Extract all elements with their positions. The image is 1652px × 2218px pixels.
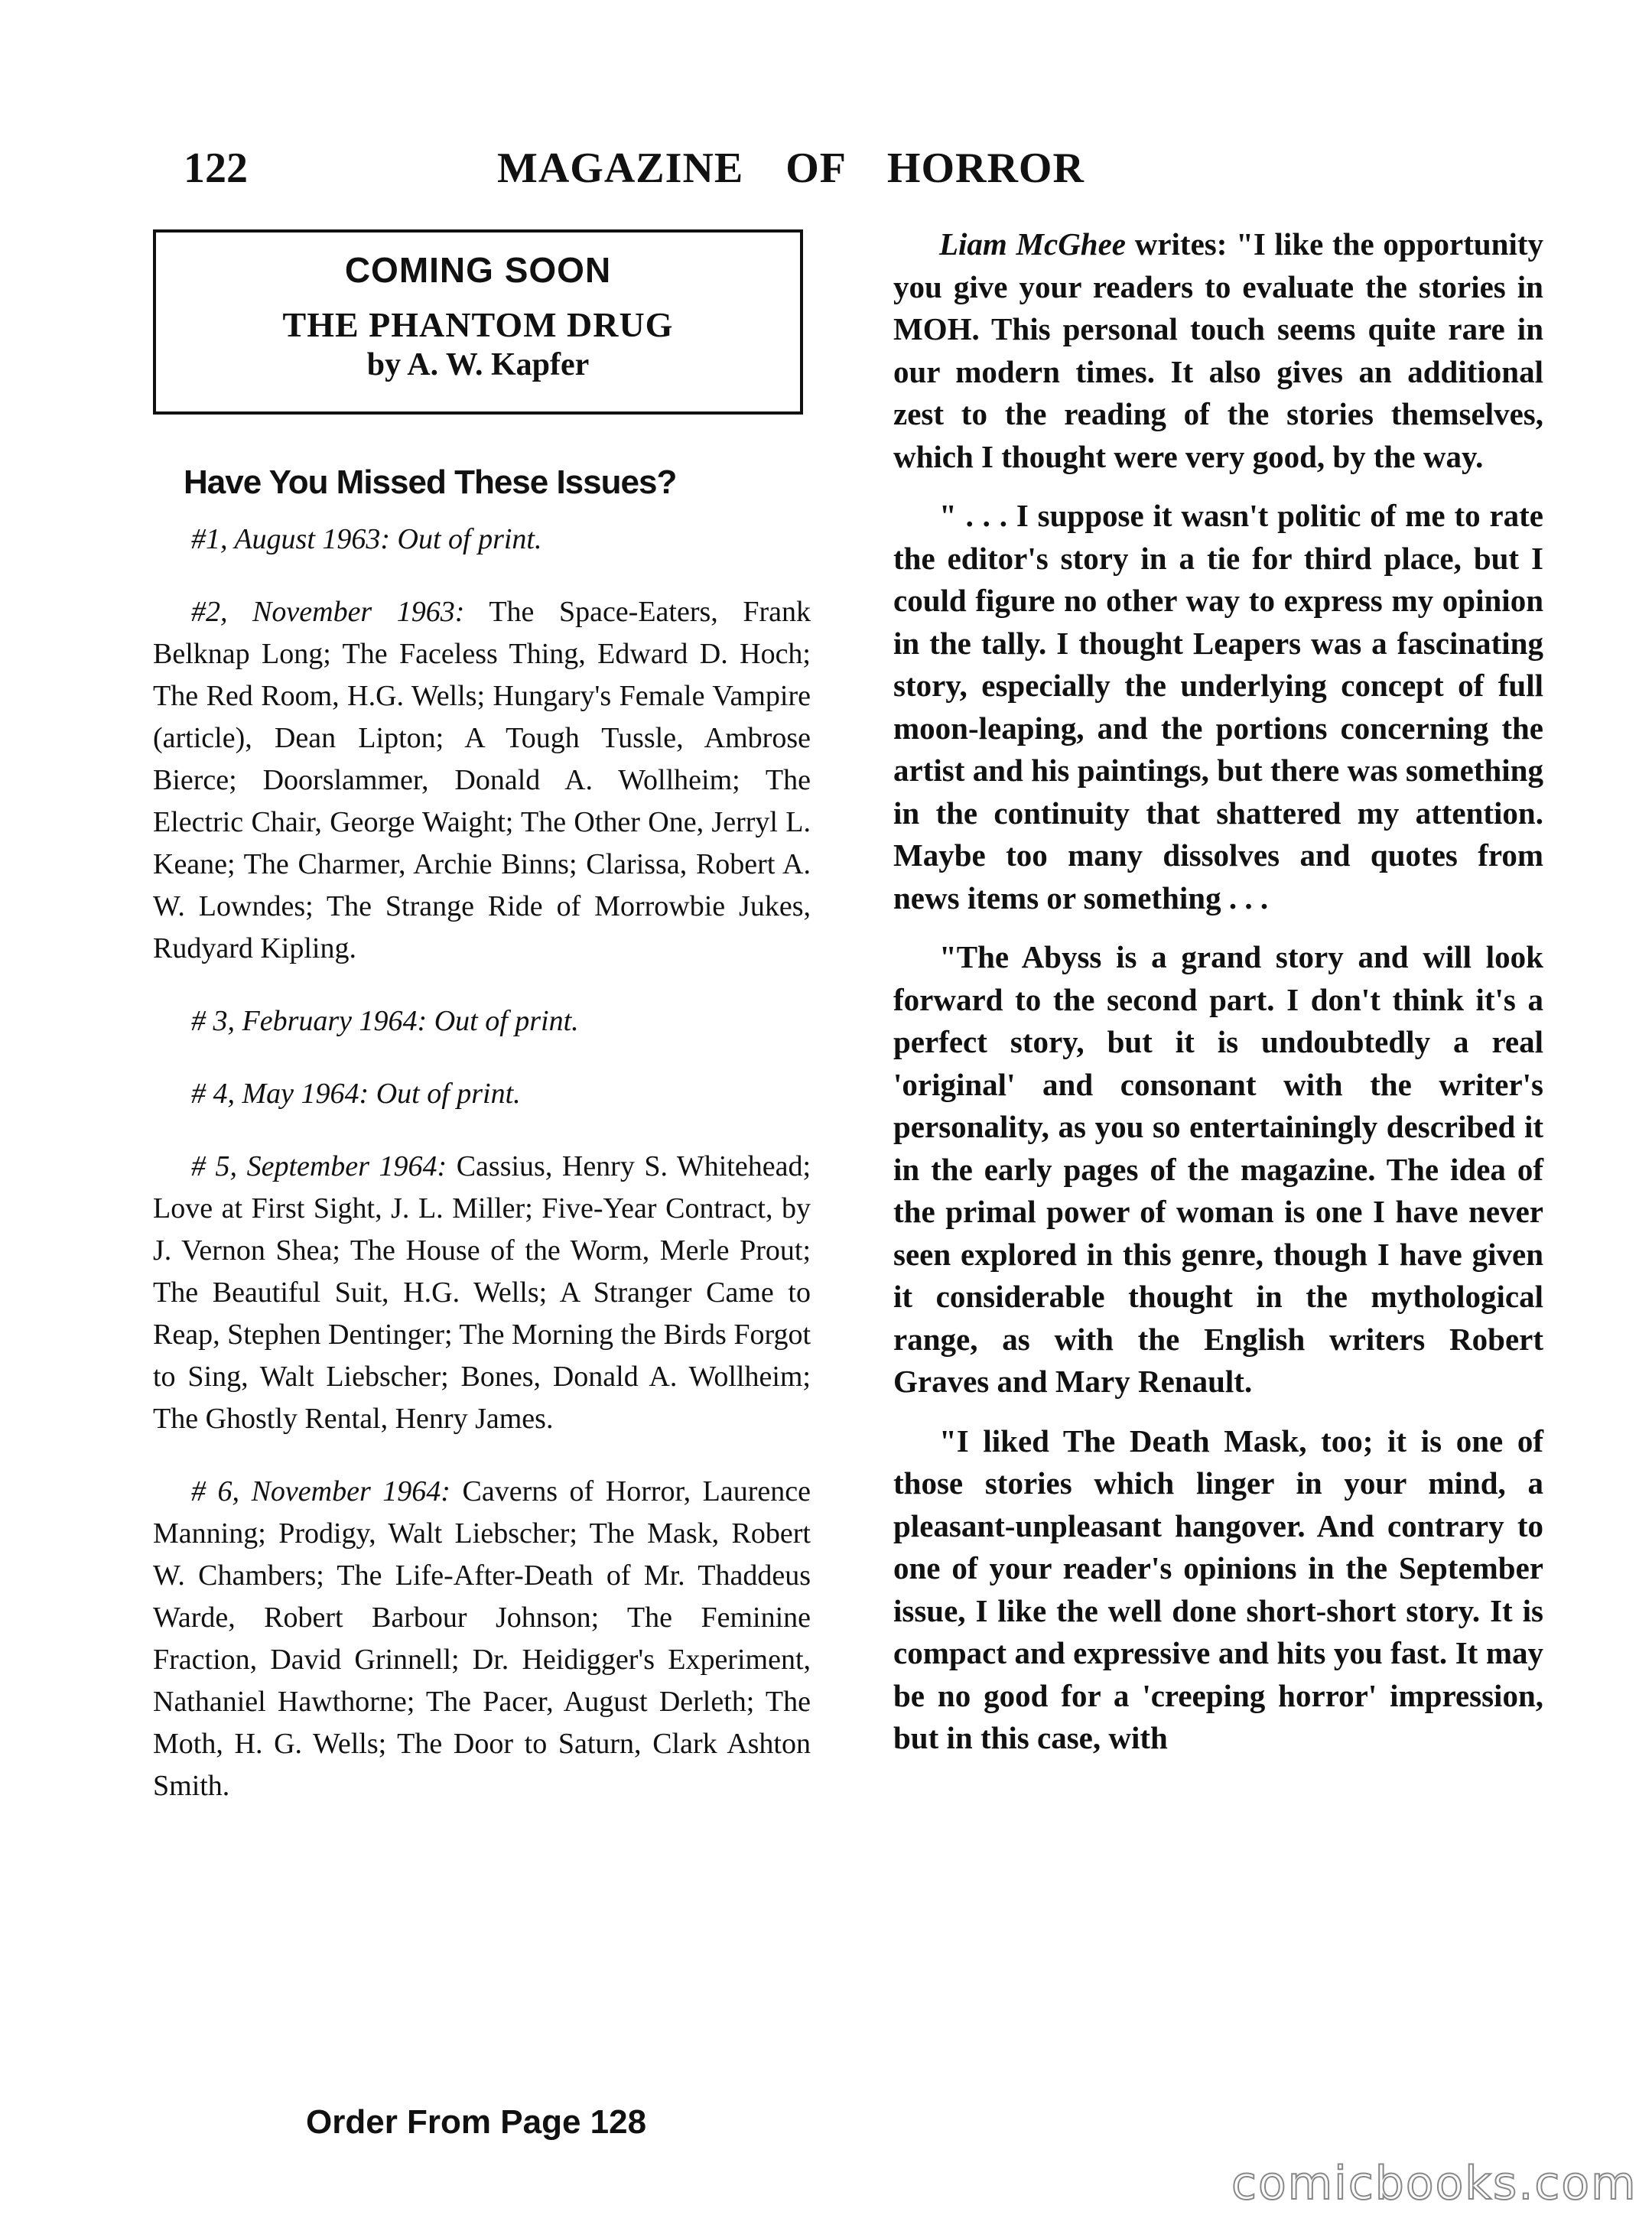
issue-contents: Out of print. xyxy=(376,1078,521,1110)
letter-paragraph xyxy=(893,936,1543,1403)
issue-number: #2, November 1963: xyxy=(191,596,465,628)
issue-number: # 5, September 1964: xyxy=(191,1150,447,1182)
letter-paragraph xyxy=(893,223,1543,478)
running-title: MAGAZINE OF HORROR xyxy=(497,145,1085,192)
letter-paragraph xyxy=(893,495,1543,919)
letter-text: "The Abyss is a grand story and will look forward to the second part. I don't think it's a perfect story, but it is undoubtedly a real 'original' and consonant with the writer's personality, as you so entertainingly described it in the early pages of the magazine. The idea of the primal power of woman is one I have never seen explored in this genre, though I have given it considerable thought in the mythological range, as with the English writers Robert Graves and Mary Renault. xyxy=(893,939,1543,1399)
issue-entry xyxy=(153,1000,811,1042)
coming-soon-story: THE PHANTOM DRUG xyxy=(282,305,674,344)
page-number: 122 xyxy=(184,145,248,192)
letter-writer: Liam McGhee xyxy=(939,226,1127,262)
issue-contents: Caverns of Horror, Laurence Manning; Prodigy, Walt Liebscher; The Mask, Robert W. Chambers; The Life-After-Death of Mr. Thaddeus Warde, Robert Barbour Johnson; The Feminine Fraction, David Grinnell; Dr. Heidigger's Experiment, Nathaniel Hawthorne; The Pacer, August Derleth; The Moth, H. G. Wells; The Door to Saturn, Clark Ashton Smith. xyxy=(153,1475,811,1802)
page-header xyxy=(184,136,1560,205)
letter-text: "I liked The Death Mask, too; it is one of those stories which linger in your mind, a pleasant-unpleasant hangover. And contrary to one of your reader's opinions in the September issue, I like the well done short-short story. It is compact and expressive and hits you fast. It may be no good for a 'creeping horror' impression, but in this case, with xyxy=(893,1423,1543,1755)
coming-soon-title: COMING SOON xyxy=(344,250,612,290)
letter-paragraph xyxy=(893,1420,1543,1760)
coming-soon-author: by A. W. Kapfer xyxy=(366,347,590,382)
letter-text: " . . . I suppose it wasn't politic of me to rate the editor's story in a tie for third place, but I could figure no other way to express my opinion in the tally. I thought Leapers was a fascinating story, especially the underlying concept of full moon-leaping, and the portions concerning the artist and his paintings, but there was something in the continuity that shattered my attention. Maybe too many dissolves and quotes from news items or something . . . xyxy=(893,498,1543,915)
issue-contents: Out of print. xyxy=(434,1005,579,1037)
issue-contents: The Space-Eaters, Frank Belknap Long; The Faceless Thing, Edward D. Hoch; The Red Room, H.G. Wells; Hungary's Female Vampire (article), Dean Lipton; A Tough Tussle, Ambrose Bierce; Doorslammer, Donald A. Wollheim; The Electric Chair, George Waight; The Other One, Jerryl L. Keane; The Charmer, Archie Binns; Clarissa, Robert A. W. Lowndes; The Strange Ride of Morrowbie Jukes, Rudyard Kipling. xyxy=(153,596,811,964)
issue-contents: Out of print. xyxy=(397,523,542,555)
watermark-logo: comicbooks.com xyxy=(1231,2157,1637,2210)
issue-number: # 6, November 1964: xyxy=(191,1475,450,1507)
left-column xyxy=(153,229,811,1807)
issue-entry xyxy=(153,519,811,561)
letters-column xyxy=(893,223,1543,1760)
order-from-page: Order From Page 128 xyxy=(306,2103,647,2141)
issue-entry xyxy=(153,591,811,970)
issue-entry xyxy=(153,1146,811,1440)
issue-entry xyxy=(153,1073,811,1115)
back-issues-heading: Have You Missed These Issues? xyxy=(184,463,677,501)
issue-entry xyxy=(153,1471,811,1807)
issue-contents: Cassius, Henry S. Whitehead; Love at First Sight, J. L. Miller; Five-Year Contract, by J. Vernon Shea; The House of the Worm, Merle Prout; The Beautiful Suit, H.G. Wells; A Stranger Came to Reap, Stephen Dentinger; The Morning the Birds Forgot to Sing, Walt Liebscher; Bones, Donald A. Wollheim; The Ghostly Rental, Henry James. xyxy=(153,1150,811,1435)
issue-number: # 4, May 1964: xyxy=(191,1078,369,1110)
coming-soon-box xyxy=(153,229,803,415)
issue-number: #1, August 1963: xyxy=(191,523,391,555)
letter-text: writes: "I like the opportunity you give your readers to evaluate the stories in MOH. This personal touch seems quite rare in our modern times. It also gives an additional zest to the reading of the stories themselves, which I thought were very good, by the way. xyxy=(893,226,1544,474)
issue-number: # 3, February 1964: xyxy=(191,1005,428,1037)
